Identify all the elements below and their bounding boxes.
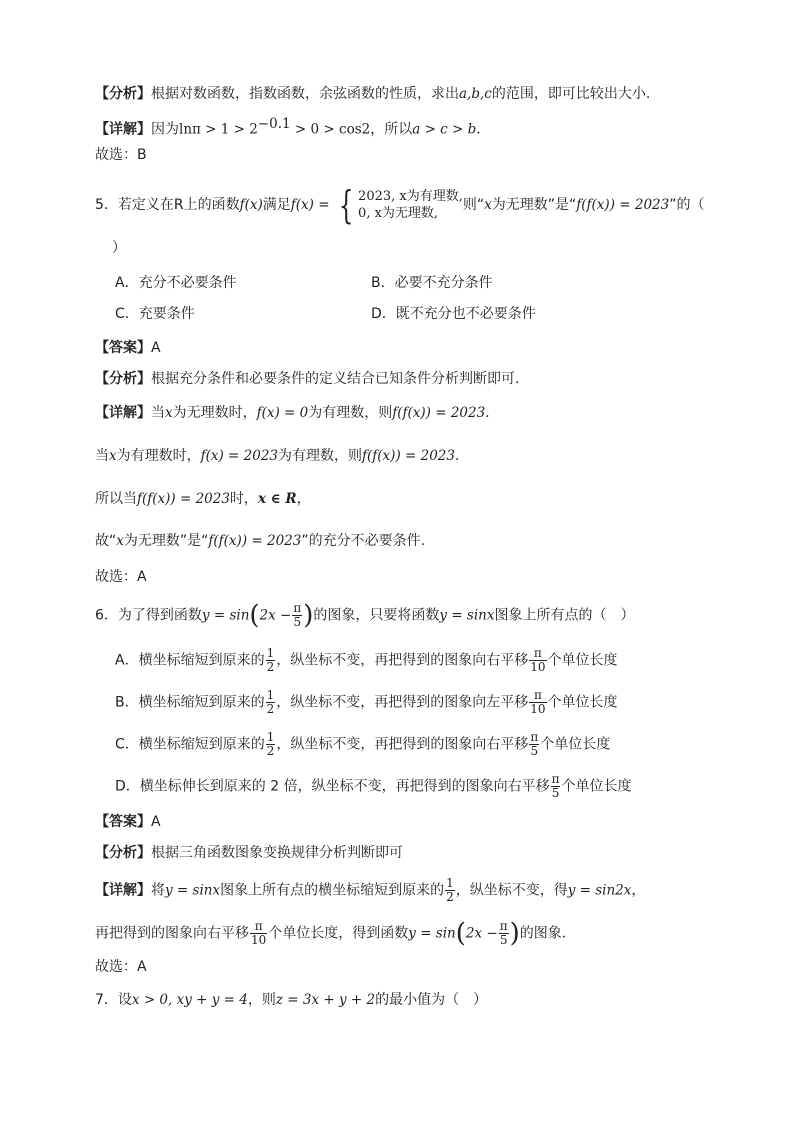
q5-option-a: A．充分不必要条件 (115, 275, 237, 291)
q5-fx: f(x) (239, 197, 263, 213)
pi-num: π (551, 772, 560, 786)
q6-inner: 2x − (259, 607, 292, 624)
q5-d2-a: 当 (95, 448, 109, 464)
q5-d3-c: x ∈ R (257, 491, 297, 507)
q6-d2-inner: 2x − (465, 925, 498, 942)
q6-stem-a: 6．为了得到函数 (95, 607, 202, 624)
q5-d3-a: 所以当 (95, 491, 137, 507)
q6-b3: 个单位长度 (547, 694, 618, 711)
q5-d4-eq: f(f(x)) = 2023 (208, 533, 302, 549)
q6-d2-y: y = sin (408, 925, 456, 942)
five-den: 5 (551, 786, 560, 800)
q6-option-a (115, 647, 618, 674)
q6-frac-pi-5 (292, 602, 302, 629)
q4-detail-pre: 因为 (151, 121, 179, 138)
q4-detail-math2: > 0 > cos2 (290, 121, 371, 138)
q4-choose: 故选：B (95, 147, 147, 163)
q6-c-half (266, 731, 276, 758)
q5-d1-b: 为无理数时， (172, 405, 257, 421)
q5-d1-a: 当 (151, 405, 165, 421)
q4-detail-mid: ，所以 (370, 121, 413, 138)
q4-analysis-tail: 的范围，即可比较出大小. (491, 86, 651, 102)
q4-analysis (95, 84, 650, 104)
half-den: 2 (446, 890, 454, 904)
ten-den: 10 (251, 933, 267, 947)
analysis-tag: 【分析】 (95, 86, 151, 102)
q5-detail-1 (95, 403, 489, 423)
q5-d1-eq: f(f(x)) = 2023. (392, 405, 490, 421)
q6-b1: B．横坐标缩短到原来的 (115, 694, 265, 711)
ten-den: 10 (530, 660, 546, 674)
q6-d1-sin2x: y = sin2x (567, 882, 632, 899)
q6-sinx: y = sinx (439, 607, 495, 624)
q6-d2-b: 个单位长度，得到函数 (268, 925, 409, 942)
q5-cases (358, 188, 463, 222)
q5-detail-4 (95, 531, 425, 551)
half-den: 2 (266, 702, 275, 716)
half-num: 1 (266, 688, 275, 702)
q6-d1-half (445, 877, 455, 904)
q6-frac-den: 5 (293, 615, 302, 629)
q6-c2: ，纵坐标不变，再把得到的图象向右平移 (276, 736, 529, 753)
q4-detail-exp: −0.1 (257, 116, 291, 132)
q6-y: y = sin (201, 607, 250, 624)
pi-num: π (250, 920, 267, 934)
ten-den: 10 (530, 702, 546, 716)
half-num: 1 (266, 730, 275, 744)
q5-case2: 0, x为无理数, (358, 206, 439, 221)
detail-tag: 【详解】 (95, 882, 151, 899)
answer-tag: 【答案】 (95, 340, 151, 356)
q6-detail-2: 再把得到的图象向右平移 $\frac{\pi}{10}$ 个单位长度，得到函数y = sin(2x − $\frac{\pi}{5}$ )的图象． (95, 918, 576, 949)
q7-cond: x > 0, xy + y = 4 (131, 992, 248, 1008)
q6-answer (95, 812, 161, 832)
q5-d3-b: 时， (229, 491, 258, 507)
q6-d1-sinx: y = sinx (165, 882, 221, 899)
half-den: 2 (266, 744, 275, 758)
q6-d1-d: ， (631, 882, 646, 899)
q6-option-b (115, 689, 618, 716)
q5-d1-x: x (165, 405, 173, 421)
detail-tag: 【详解】 (95, 405, 151, 421)
five-den: 5 (499, 933, 508, 947)
q5-option-c: C．充要条件 (115, 306, 195, 322)
q5-option-b: B．必要不充分条件 (371, 275, 493, 291)
q5-d1-c: 为有理数，则 (308, 405, 393, 421)
detail-tag: 【详解】 (95, 121, 151, 138)
q6-b-pi-10 (529, 689, 546, 716)
q6-d-pi-5 (551, 773, 561, 800)
q5-case1: 2023, x为有理数, (358, 189, 463, 204)
q6-a3: 个单位长度 (547, 652, 618, 669)
q5-ffx: f(f(x)) = 2023 (576, 197, 670, 213)
q6-detail-1 (95, 877, 645, 904)
q4-detail-order: a > c > b (412, 121, 477, 138)
q7-stem-a: 7．设 (95, 992, 132, 1008)
q6-stem-b: 的图象，只要将函数 (313, 607, 440, 624)
q6-d2-c: 的图象． (519, 925, 576, 942)
q5-option-d: D．既不充分也不必要条件 (371, 306, 536, 322)
q5-d3-eq: f(f(x)) = 2023 (137, 491, 230, 507)
q5-d2-eq: f(f(x)) = 2023. (362, 448, 460, 464)
q5-analysis (95, 369, 519, 389)
q5-d3-d: ， (296, 491, 311, 507)
q6-a-pi-10 (529, 647, 546, 674)
q5-x: x (484, 197, 492, 213)
q6-c1: C．横坐标缩短到原来的 (115, 736, 265, 753)
q5-d2-fx: f(x) = 2023 (200, 448, 279, 464)
q7-stem-b: ，则 (247, 992, 276, 1008)
q5-brace: { (338, 183, 354, 227)
q6-d3: 个单位长度 (561, 778, 632, 795)
q5-stem: 5．若定义在R上的函数f(x)满足f(x) = { 2023, x为有理数, 0, x为无理数, 则“x为无理数”是“f(f(x)) = 2023”的（ (95, 183, 705, 227)
q6-stem-c: 图象上所有点的（ ） (494, 607, 635, 624)
q5-fx-2: f(x) (290, 197, 314, 213)
q6-frac-num: π (293, 601, 302, 615)
q6-analysis (95, 843, 403, 863)
q5-choose: 故选：A (95, 569, 147, 585)
q5-analysis-text: 根据充分条件和必要条件的定义结合已知条件分析判断即可. (151, 371, 520, 387)
q5-detail-3 (95, 489, 311, 509)
q7-z: z = 3x + y + 2 (275, 992, 376, 1008)
q4-detail (95, 114, 490, 140)
pi-num: π (499, 919, 508, 933)
q6-analysis-text: 根据三角函数图象变换规律分析判断即可 (151, 845, 403, 861)
q6-stem: 6．为了得到函数y = sin(2x − $\frac{\pi}{5}$ )的图象，只要将函数y = sinx图象上所有点的（ ） (95, 600, 635, 631)
q5-d2-b: 为有理数时， (116, 448, 201, 464)
q6-d2-pi-10 (250, 920, 267, 947)
half-num: 1 (266, 646, 275, 660)
q5-stem-b: 满足 (262, 197, 291, 213)
q5-stem-close: ） (112, 240, 126, 256)
five-den: 5 (530, 744, 539, 758)
q6-d2-pi-5 (499, 920, 509, 947)
q4-analysis-text: 根据对数函数，指数函数，余弦函数的性质，求出 (151, 86, 459, 102)
q6-answer-value: A (151, 814, 161, 830)
q6-option-d (115, 773, 631, 800)
q6-b-half (266, 689, 276, 716)
q6-a1: A．横坐标缩短到原来的 (115, 652, 265, 669)
answer-tag: 【答案】 (95, 814, 151, 830)
q5-stem-e: ”的（ (669, 197, 705, 213)
q5-stem-a: 5．若定义在R上的函数 (95, 197, 240, 213)
q6-d2-a: 再把得到的图象向右平移 (95, 925, 249, 942)
q5-d4-b: 为无理数”是“ (123, 533, 209, 549)
q6-a2: ，纵坐标不变，再把得到的图象向右平移 (276, 652, 529, 669)
q5-d4-a: 故“ (95, 533, 117, 549)
q6-c3: 个单位长度 (540, 736, 611, 753)
q7-stem-c: 的最小值为（ ） (375, 992, 488, 1008)
q4-detail-end: ． (476, 121, 491, 138)
q6-d1: D．横坐标伸长到原来的 2 倍，纵坐标不变，再把得到的图象向右平移 (115, 778, 550, 795)
q4-detail-math: lnπ > 1 > 2 (179, 121, 258, 138)
q6-c-pi-5 (529, 731, 539, 758)
q5-d4-x: x (116, 533, 124, 549)
q7-stem (95, 990, 487, 1010)
q6-choose: 故选：A (95, 959, 147, 975)
analysis-tag: 【分析】 (95, 845, 151, 861)
q5-d2-x: x (109, 448, 117, 464)
q5-d2-c: 为有理数，则 (278, 448, 363, 464)
analysis-tag: 【分析】 (95, 371, 151, 387)
q5-d4-c: ”的充分不必要条件. (301, 533, 426, 549)
pi-num: π (530, 730, 539, 744)
q6-d1-c: ，纵坐标不变，得 (455, 882, 568, 899)
half-den: 2 (266, 660, 275, 674)
q6-d1-b: 图象上所有点的横坐标缩短到原来的 (220, 882, 445, 899)
q5-detail-2 (95, 446, 459, 466)
q6-a-half (266, 647, 276, 674)
q5-d1-fx0: f(x) = 0 (256, 405, 309, 421)
q5-answer-value: A (151, 340, 161, 356)
q6-b2: ，纵坐标不变，再把得到的图象向左平移 (276, 694, 529, 711)
q6-option-c (115, 731, 610, 758)
q5-stem-c: 则“ (462, 197, 485, 213)
q6-d1-a: 将 (151, 882, 165, 899)
q4-analysis-vars: a,b,c (459, 86, 492, 102)
pi-num: π (529, 647, 546, 661)
half-num: 1 (446, 876, 454, 890)
pi-num: π (529, 689, 546, 703)
q5-answer (95, 338, 161, 358)
q5-stem-d: 为无理数”是“ (491, 197, 577, 213)
